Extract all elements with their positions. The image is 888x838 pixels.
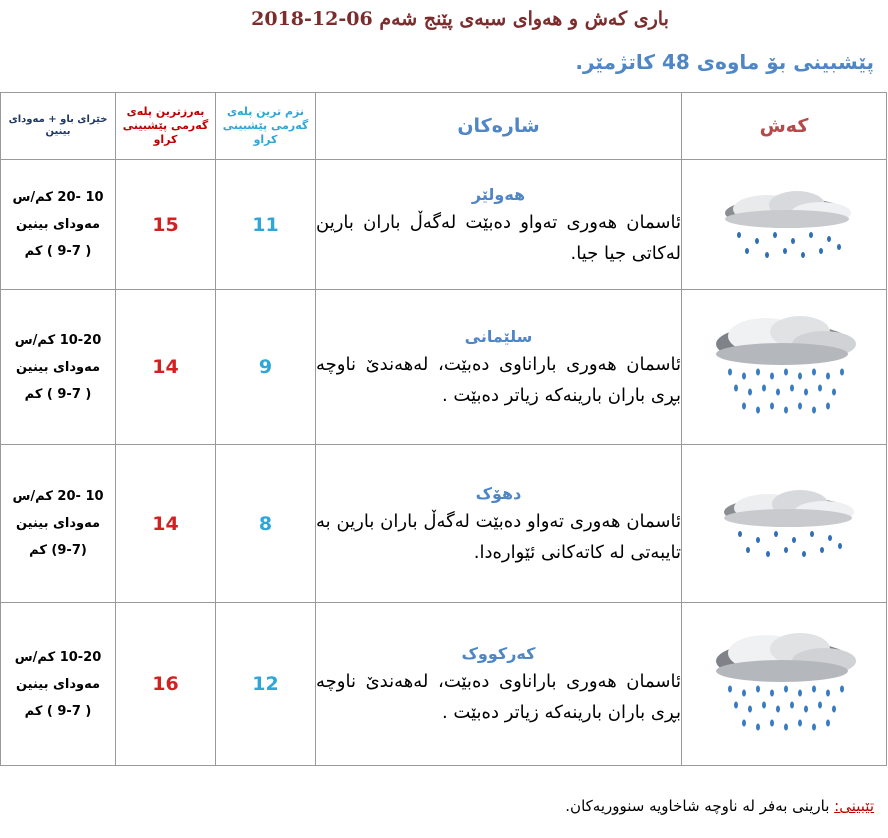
wind-speed: 10 -20 کم/س: [12, 489, 104, 504]
visibility-range: ( 9-7 ) کم: [24, 703, 92, 719]
column-header-weather: کەش: [682, 93, 887, 160]
city-name: کەرکووک: [461, 644, 536, 663]
city-forecast-cell: [316, 603, 682, 766]
page-subtitle: پێشبینی بۆ ماوەی 48 کاتژمێر.: [575, 50, 874, 74]
visibility-range: ( 9-7 ) کم: [24, 244, 92, 259]
visibility-label: مەودای بینین: [15, 217, 101, 232]
wind-speed: 10-20 کم/س: [14, 332, 102, 348]
city-forecast-cell: [316, 290, 682, 445]
visibility-range: (9-7) کم: [29, 543, 87, 558]
wind-speed: 10 -20 کم/س: [12, 190, 104, 205]
weather-icon-cell: [682, 290, 887, 445]
wind-visibility-cell: [1, 290, 116, 445]
min-temp: 9: [216, 290, 316, 445]
table-row: [1, 160, 887, 290]
table-row: [1, 603, 887, 766]
city-name: سلێمانی: [464, 327, 533, 346]
rain-cloud-icon: [709, 183, 859, 263]
visibility-label: مەودای بینین: [15, 359, 101, 375]
forecast-table: [0, 92, 887, 766]
weather-icon-cell: [682, 160, 887, 290]
heavy-rain-cloud-icon: [704, 627, 864, 737]
visibility-label: مەودای بینین: [15, 516, 101, 531]
forecast-description: ئاسمان هەوری باراناوی دەبێت، لەهەندێ ناوچە بڕی باران بارینەکە زیاتر دەبێت .: [316, 671, 681, 723]
column-header-min-temp: نزم ترین پلەی گەرمی پێشبینی کراو: [216, 93, 316, 160]
forecast-description: ئاسمان هەوری تەواو دەبێت لەگەڵ باران بارین بە تایبەتی لە کاتەکانی ئێوارەدا.: [316, 510, 681, 563]
wind-visibility-cell: [1, 160, 116, 290]
table-row: [1, 445, 887, 603]
note-text: بارینی بەفر لە ناوچە شاخاویە سنووریەکان.: [565, 797, 835, 815]
column-header-max-temp: بەرزترین پلەی گەرمی پێشبینی کراو: [116, 93, 216, 160]
wind-visibility-cell: [1, 603, 116, 766]
min-temp: 11: [216, 160, 316, 290]
column-header-wind: خێرای باو + مەودای بینین: [1, 93, 116, 160]
city-forecast-cell: [316, 445, 682, 603]
max-temp: 15: [116, 160, 216, 290]
footnote: [565, 797, 874, 815]
city-name: دهۆک: [475, 483, 522, 503]
forecast-description: ئاسمان هەوری تەواو دەبێت لەگەڵ باران بارین لەکاتی جیا جیا.: [316, 211, 681, 264]
heavy-rain-cloud-icon: [704, 310, 864, 420]
rain-cloud-icon: [704, 482, 864, 562]
table-row: [1, 290, 887, 445]
city-name: هەولێر: [471, 184, 526, 204]
visibility-range: ( 9-7 ) کم: [24, 386, 92, 402]
weather-icon-cell: [682, 603, 887, 766]
wind-visibility-cell: [1, 445, 116, 603]
column-header-cities: شارەکان: [316, 93, 682, 160]
page-title: باری کەش و هەوای سبەی پێنج شەم 06-12-2018: [251, 8, 669, 30]
forecast-description: ئاسمان هەوری باراناوی دەبێت، لەهەندێ ناوچە بڕی باران بارینەکە زیاتر دەبێت .: [316, 354, 681, 406]
max-temp: 14: [116, 445, 216, 603]
min-temp: 12: [216, 603, 316, 766]
table-header-row: [1, 93, 887, 160]
min-temp: 8: [216, 445, 316, 603]
city-forecast-cell: [316, 160, 682, 290]
note-label: تێبینی:: [834, 797, 874, 815]
wind-speed: 10-20 کم/س: [14, 649, 102, 665]
visibility-label: مەودای بینین: [15, 676, 101, 692]
max-temp: 14: [116, 290, 216, 445]
weather-icon-cell: [682, 445, 887, 603]
max-temp: 16: [116, 603, 216, 766]
